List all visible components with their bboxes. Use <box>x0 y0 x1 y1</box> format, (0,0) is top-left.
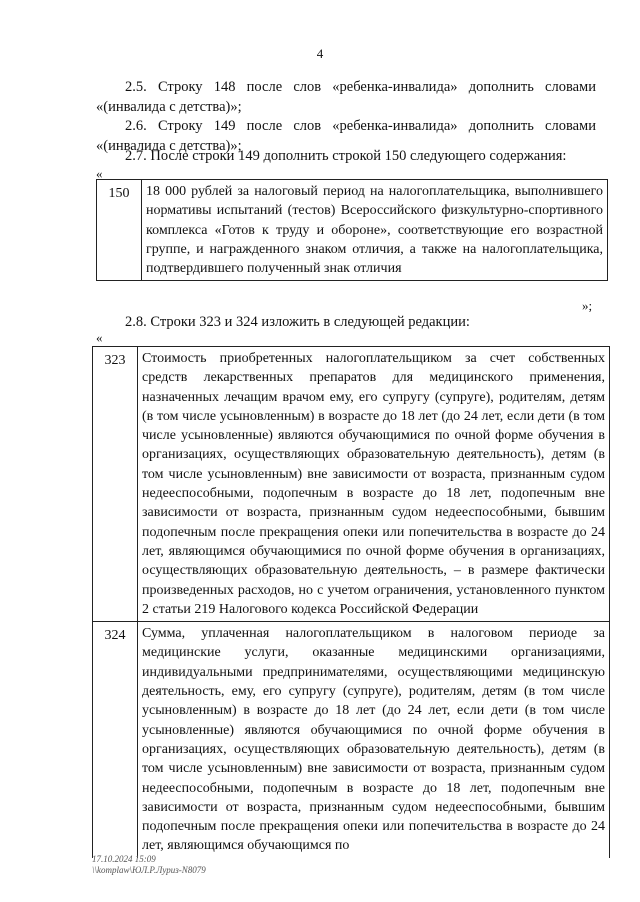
footer-timestamp: 17.10.2024 15:09 <box>92 854 156 864</box>
row-number: 323 <box>93 347 138 622</box>
row-text: Сумма, уплаченная налогоплательщиком в налоговом периоде за медицинские услуги, оказанные медицинскими организациями, индивидуальными предпринимателями, осуществляющими медицинскую деятельность, ему, его супругу (супруге), родителям, детям (в том числе усыновленным) в возрасте до 18 лет (до 24 лет, если дети (в том числе усыновленные) являются обучающимися по очной форме обучения в организациях, осуществляющих образовательную деятельность), детям (в том числе усыновленным) вне зависимости от возраста, признанным судом недееспособными, подопечным в возрасте до 18 лет, подопечным вне зависимости от возраста, признанным судом недееспособными, бывшим подопечным после прекращения опеки или попечительства в возрасте до 24 лет, являющимся обучающимся по <box>138 622 610 858</box>
paragraph-2-6: 2.6. Строку 149 после слов «ребенка-инвалида» дополнить словами «(инвалида с детства)»; <box>96 118 596 154</box>
table-row-150 <box>96 179 608 281</box>
document-footer <box>92 854 206 876</box>
open-quote: « <box>96 330 103 345</box>
table-rows-323-324 <box>92 346 610 858</box>
paragraph-2-5: 2.5. Строку 148 после слов «ребенка-инвалида» дополнить словами «(инвалида с детства)»; <box>96 79 596 115</box>
table-row <box>93 622 610 858</box>
row-number: 324 <box>93 622 138 858</box>
footer-path: \\komplaw\ЮЛ.Р.Луриз-N8079 <box>92 865 206 875</box>
table-row <box>93 347 610 622</box>
paragraph-2-8: 2.8. Строки 323 и 324 изложить в следующей редакции: <box>125 314 470 330</box>
paragraph-2-7: 2.7. После строки 149 дополнить строкой 150 следующего содержания: <box>125 148 567 164</box>
row-text: 18 000 рублей за налоговый период на налогоплательщика, выполнившего нормативы испытаний (тестов) Всероссийского физкультурно-спортивного комплекса «Готов к труду и обороне», соответствующие его возрастной группе, и награжденного знаком отличия, а также на налогоплательщика, подтвердившего полученный знак отличия <box>142 180 608 281</box>
open-quote: « <box>96 166 103 181</box>
page-number: 4 <box>316 46 324 61</box>
row-text: Стоимость приобретенных налогоплательщиком за счет собственных средств лекарственных препаратов для медицинского применения, назначенных лечащим врачом ему, его супругу (супруге), родителям, детям (в том числе усыновленным) в возрасте до 18 лет (до 24 лет, если дети (в том числе усыновленные) являются обучающимися по очной форме обучения в организациях, осуществляющих образовательную деятельность), детям (в том числе усыновленным) вне зависимости от возраста, признанным судом недееспособными, подопечным в возрасте до 18 лет, подопечным вне зависимости от возраста, признанным судом недееспособными, бывшим подопечным после прекращения опеки или попечительства в возрасте до 24 лет, являющимся обучающимися по очной форме обучения в организациях, осуществляющих образовательную деятельность, – в размере фактически произведенных расходов, но с учетом ограничения, установленного пунктом 2 статьи 219 Налогового кодекса Российской Федерации <box>138 347 610 622</box>
close-quote: »; <box>582 298 593 313</box>
row-number: 150 <box>97 180 142 281</box>
